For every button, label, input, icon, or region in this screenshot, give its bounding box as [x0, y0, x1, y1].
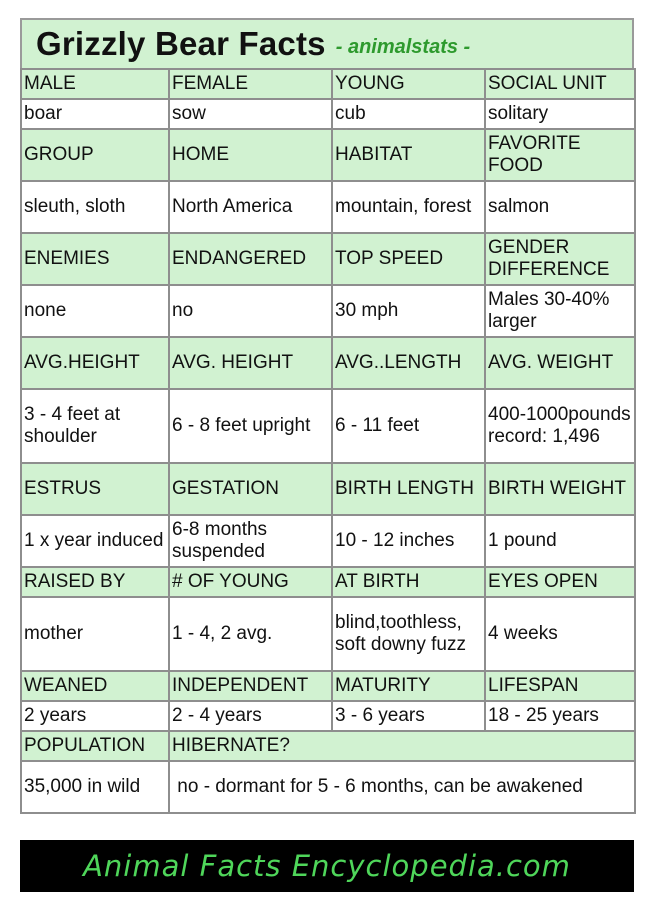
fact-label-cell: POPULATION: [21, 731, 169, 761]
value-row: [21, 285, 635, 337]
fact-label-cell: BIRTH WEIGHT: [485, 463, 635, 515]
fact-label-cell: YOUNG: [332, 69, 485, 99]
label-row: [21, 337, 635, 389]
fact-label-cell: BIRTH LENGTH: [332, 463, 485, 515]
fact-value-cell: sleuth, sloth: [21, 181, 169, 233]
title-bar: [20, 18, 634, 68]
fact-value-cell: sow: [169, 99, 332, 129]
fact-label-cell: AVG. HEIGHT: [169, 337, 332, 389]
fact-value-cell: boar: [21, 99, 169, 129]
facts-card: [20, 18, 634, 814]
fact-value-cell: 2 - 4 years: [169, 701, 332, 731]
fact-value-cell: 3 - 6 years: [332, 701, 485, 731]
value-row: [21, 761, 635, 813]
footer-banner: [20, 840, 634, 892]
fact-value-cell: blind,toothless, soft downy fuzz: [332, 597, 485, 671]
fact-label-cell: AT BIRTH: [332, 567, 485, 597]
fact-label-cell: GENDER DIFFERENCE: [485, 233, 635, 285]
fact-value-cell: cub: [332, 99, 485, 129]
fact-value-cell: 6 - 11 feet: [332, 389, 485, 463]
fact-value-cell: 6 - 8 feet upright: [169, 389, 332, 463]
fact-label-cell: AVG. WEIGHT: [485, 337, 635, 389]
fact-label-cell: HOME: [169, 129, 332, 181]
fact-value-cell: 2 years: [21, 701, 169, 731]
fact-value-cell: 30 mph: [332, 285, 485, 337]
fact-label-cell: MATURITY: [332, 671, 485, 701]
fact-value-cell: none: [21, 285, 169, 337]
fact-label-cell: ENDANGERED: [169, 233, 332, 285]
fact-label-cell: MALE: [21, 69, 169, 99]
label-row: [21, 463, 635, 515]
value-row: [21, 597, 635, 671]
fact-label-cell: SOCIAL UNIT: [485, 69, 635, 99]
fact-label-cell: RAISED BY: [21, 567, 169, 597]
value-row: [21, 99, 635, 129]
value-row: [21, 515, 635, 567]
fact-value-cell: 400-1000pounds record: 1,496: [485, 389, 635, 463]
fact-label-cell: WEANED: [21, 671, 169, 701]
fact-label-cell: GESTATION: [169, 463, 332, 515]
value-row: [21, 181, 635, 233]
fact-label-cell: HABITAT: [332, 129, 485, 181]
fact-label-cell: GROUP: [21, 129, 169, 181]
label-row: [21, 233, 635, 285]
fact-value-cell: 1 - 4, 2 avg.: [169, 597, 332, 671]
fact-value-cell: Males 30-40% larger: [485, 285, 635, 337]
fact-label-cell: LIFESPAN: [485, 671, 635, 701]
fact-label-cell: # OF YOUNG: [169, 567, 332, 597]
value-row: [21, 701, 635, 731]
label-row: [21, 69, 635, 99]
page-title: Grizzly Bear Facts: [36, 25, 326, 62]
value-row: [21, 389, 635, 463]
label-row: [21, 731, 635, 761]
fact-value-cell: North America: [169, 181, 332, 233]
fact-value-cell: no: [169, 285, 332, 337]
label-row: [21, 567, 635, 597]
fact-value-cell: salmon: [485, 181, 635, 233]
fact-label-cell: HIBERNATE?: [169, 731, 635, 761]
fact-label-cell: EYES OPEN: [485, 567, 635, 597]
fact-value-cell: 18 - 25 years: [485, 701, 635, 731]
fact-value-cell: 35,000 in wild: [21, 761, 169, 813]
fact-value-cell: mother: [21, 597, 169, 671]
page-subtitle: - animalstats -: [335, 35, 471, 58]
label-row: [21, 129, 635, 181]
label-row: [21, 671, 635, 701]
fact-value-cell: no - dormant for 5 - 6 months, can be awakened: [169, 761, 635, 813]
fact-label-cell: FEMALE: [169, 69, 332, 99]
fact-value-cell: 10 - 12 inches: [332, 515, 485, 567]
fact-label-cell: AVG.HEIGHT: [21, 337, 169, 389]
fact-value-cell: 6-8 months suspended: [169, 515, 332, 567]
fact-label-cell: FAVORITE FOOD: [485, 129, 635, 181]
fact-value-cell: solitary: [485, 99, 635, 129]
fact-label-cell: INDEPENDENT: [169, 671, 332, 701]
fact-value-cell: 3 - 4 feet at shoulder: [21, 389, 169, 463]
fact-label-cell: AVG..LENGTH: [332, 337, 485, 389]
fact-label-cell: ESTRUS: [21, 463, 169, 515]
fact-value-cell: mountain, forest: [332, 181, 485, 233]
facts-table: [20, 68, 636, 814]
footer-site-name: Animal Facts Encyclopedia.com: [83, 849, 571, 883]
fact-value-cell: 4 weeks: [485, 597, 635, 671]
fact-label-cell: ENEMIES: [21, 233, 169, 285]
fact-value-cell: 1 x year induced: [21, 515, 169, 567]
fact-label-cell: TOP SPEED: [332, 233, 485, 285]
fact-value-cell: 1 pound: [485, 515, 635, 567]
